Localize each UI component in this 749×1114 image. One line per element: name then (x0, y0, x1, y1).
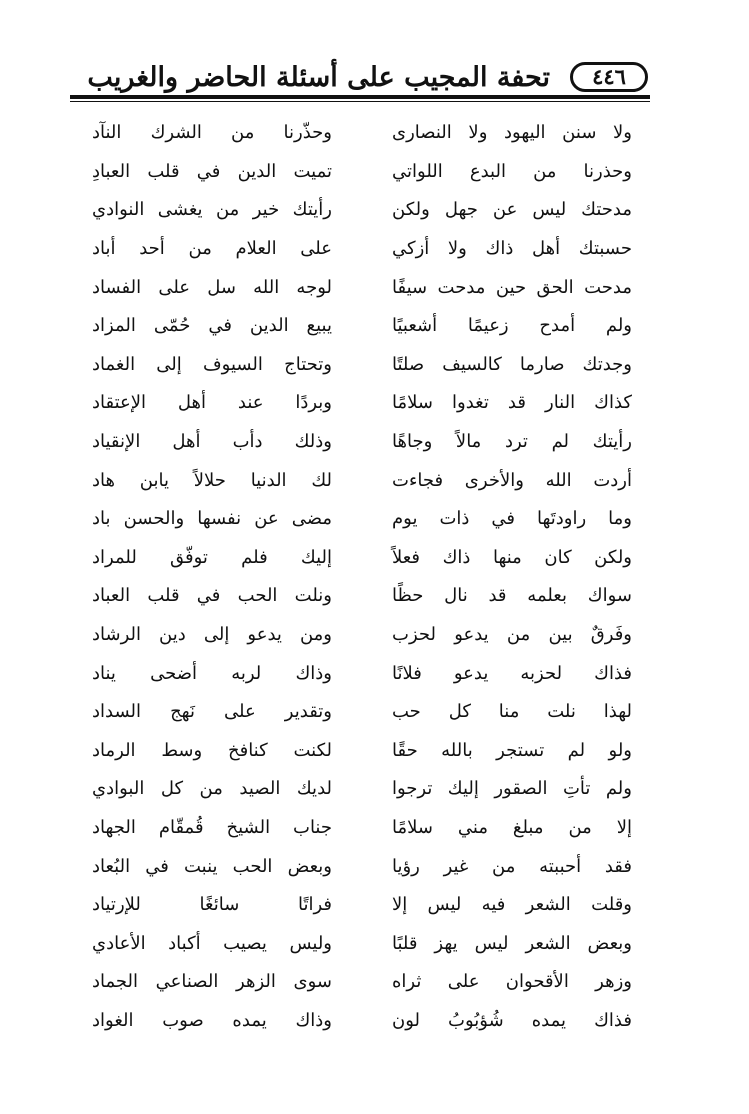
first-hemistich: ولا سنن اليهود ولا النصارى (392, 122, 632, 144)
second-hemistich: وبردًا عند أهل الإعتقاد (92, 392, 332, 414)
second-hemistich: تميت الدين في قلب العبادِ (92, 160, 332, 182)
verse-line (92, 577, 632, 616)
first-hemistich: وفَرقٌ بين من يدعو لحزب (392, 624, 632, 646)
second-hemistich: لكنت كنافخ وسط الرماد (92, 739, 332, 761)
verse-line (92, 616, 632, 655)
first-hemistich: فقد أحببته من غير رؤيا (392, 855, 632, 877)
first-hemistich: وقلت الشعر فيه ليس إلا (392, 894, 632, 916)
second-hemistich: وحذّرنا من الشرك النآد (92, 122, 332, 144)
verse-line (92, 809, 632, 848)
first-hemistich: وما راودتَها في ذات يوم (392, 508, 632, 530)
first-hemistich: وجدتك صارما كالسيف صلتًا (392, 353, 632, 375)
verse-line (92, 307, 632, 346)
second-hemistich: وذاك لربه أضحى يناد (92, 662, 332, 684)
verse-line (92, 847, 632, 886)
first-hemistich: إلا من مبلغ مني سلامًا (392, 816, 632, 838)
first-hemistich: كذاك النار قد تغدوا سلامًا (392, 392, 632, 414)
first-hemistich: فذاك لحزبه يدعو فلانًا (392, 662, 632, 684)
verse-line (92, 384, 632, 423)
first-hemistich: ولم أمدح زعيمًا أشعبيًا (392, 315, 632, 337)
page-header (70, 60, 650, 106)
second-hemistich: ونلت الحب في قلب العباد (92, 585, 332, 607)
verse-line (92, 693, 632, 732)
second-hemistich: رأيتك خير من يغشى النوادي (92, 199, 332, 221)
second-hemistich: لوجه الله سل على الفساد (92, 276, 332, 298)
first-hemistich: مدحتك ليس عن جهل ولكن (392, 199, 632, 221)
verse-line (92, 191, 632, 230)
second-hemistich: وليس يصيب أكباد الأعادي (92, 932, 332, 954)
second-hemistich: وتحتاج السيوف إلى الغماد (92, 353, 332, 375)
second-hemistich: جناب الشيخ قُمقّام الجهاد (92, 816, 332, 838)
first-hemistich: أردت الله والأخرى فجاءت (392, 469, 632, 491)
second-hemistich: وذاك يمده صوب الغواد (92, 1009, 332, 1031)
first-hemistich: رأيتك لم ترد مالاً وجاهًا (392, 431, 632, 453)
first-hemistich: وبعض الشعر ليس يهز قلبًا (392, 932, 632, 954)
verse-line (92, 886, 632, 925)
poem-body (92, 114, 632, 1040)
first-hemistich: حسبتك أهل ذاك ولا أزكي (392, 238, 632, 260)
first-hemistich: ولكن كان منها ذاك فعلاً (392, 546, 632, 568)
second-hemistich: وذلك دأب أهل الإنقياد (92, 431, 332, 453)
first-hemistich: ولم تأتِ الصقور إليك ترجوا (392, 778, 632, 800)
second-hemistich: وتقدير على نَهج السداد (92, 701, 332, 723)
verse-line (92, 114, 632, 153)
book-title: تحفة المجيب على أسئلة الحاضر والغريب (87, 62, 550, 93)
first-hemistich: سواك بعلمه قد نال حظًا (392, 585, 632, 607)
second-hemistich: لك الدنيا حلالاً يابن هاد (92, 469, 332, 491)
second-hemistich: يبيع الدين في حُمّى المزاد (92, 315, 332, 337)
second-hemistich: مضى عن نفسها والحسن باد (92, 508, 332, 530)
verse-line (92, 346, 632, 385)
verse-line (92, 924, 632, 963)
second-hemistich: وبعض الحب ينبت في البُعاد (92, 855, 332, 877)
first-hemistich: فذاك يمده شُؤبُوبُ لون (392, 1009, 632, 1031)
second-hemistich: على العلام من أحد أباد (92, 238, 332, 260)
header-rule-thin (70, 101, 650, 102)
first-hemistich: لهذا نلت منا كل حب (392, 701, 632, 723)
verse-line (92, 461, 632, 500)
first-hemistich: وحذرنا من البدع اللواتي (392, 160, 632, 182)
verse-line (92, 1002, 632, 1041)
verse-line (92, 500, 632, 539)
verse-line (92, 423, 632, 462)
verse-line (92, 654, 632, 693)
first-hemistich: ولو لم تستجر بالله حقًا (392, 739, 632, 761)
second-hemistich: ومن يدعو إلى دين الرشاد (92, 624, 332, 646)
verse-line (92, 963, 632, 1002)
second-hemistich: سوى الزهر الصناعي الجماد (92, 971, 332, 993)
verse-line (92, 732, 632, 771)
second-hemistich: لديك الصيد من كل البوادي (92, 778, 332, 800)
first-hemistich: وزهر الأقحوان على ثراه (392, 971, 632, 993)
verse-line (92, 539, 632, 578)
first-hemistich: مدحت الحق حين مدحت سيفًا (392, 276, 632, 298)
verse-line (92, 153, 632, 192)
second-hemistich: فراتًا سائغًا للإرتياد (92, 894, 332, 916)
verse-line (92, 770, 632, 809)
header-rule-thick (70, 95, 650, 99)
verse-line (92, 268, 632, 307)
verse-line (92, 230, 632, 269)
page-number-badge: ٤٤٦ (570, 62, 648, 92)
second-hemistich: إليك فلم توفّق للمراد (92, 546, 332, 568)
